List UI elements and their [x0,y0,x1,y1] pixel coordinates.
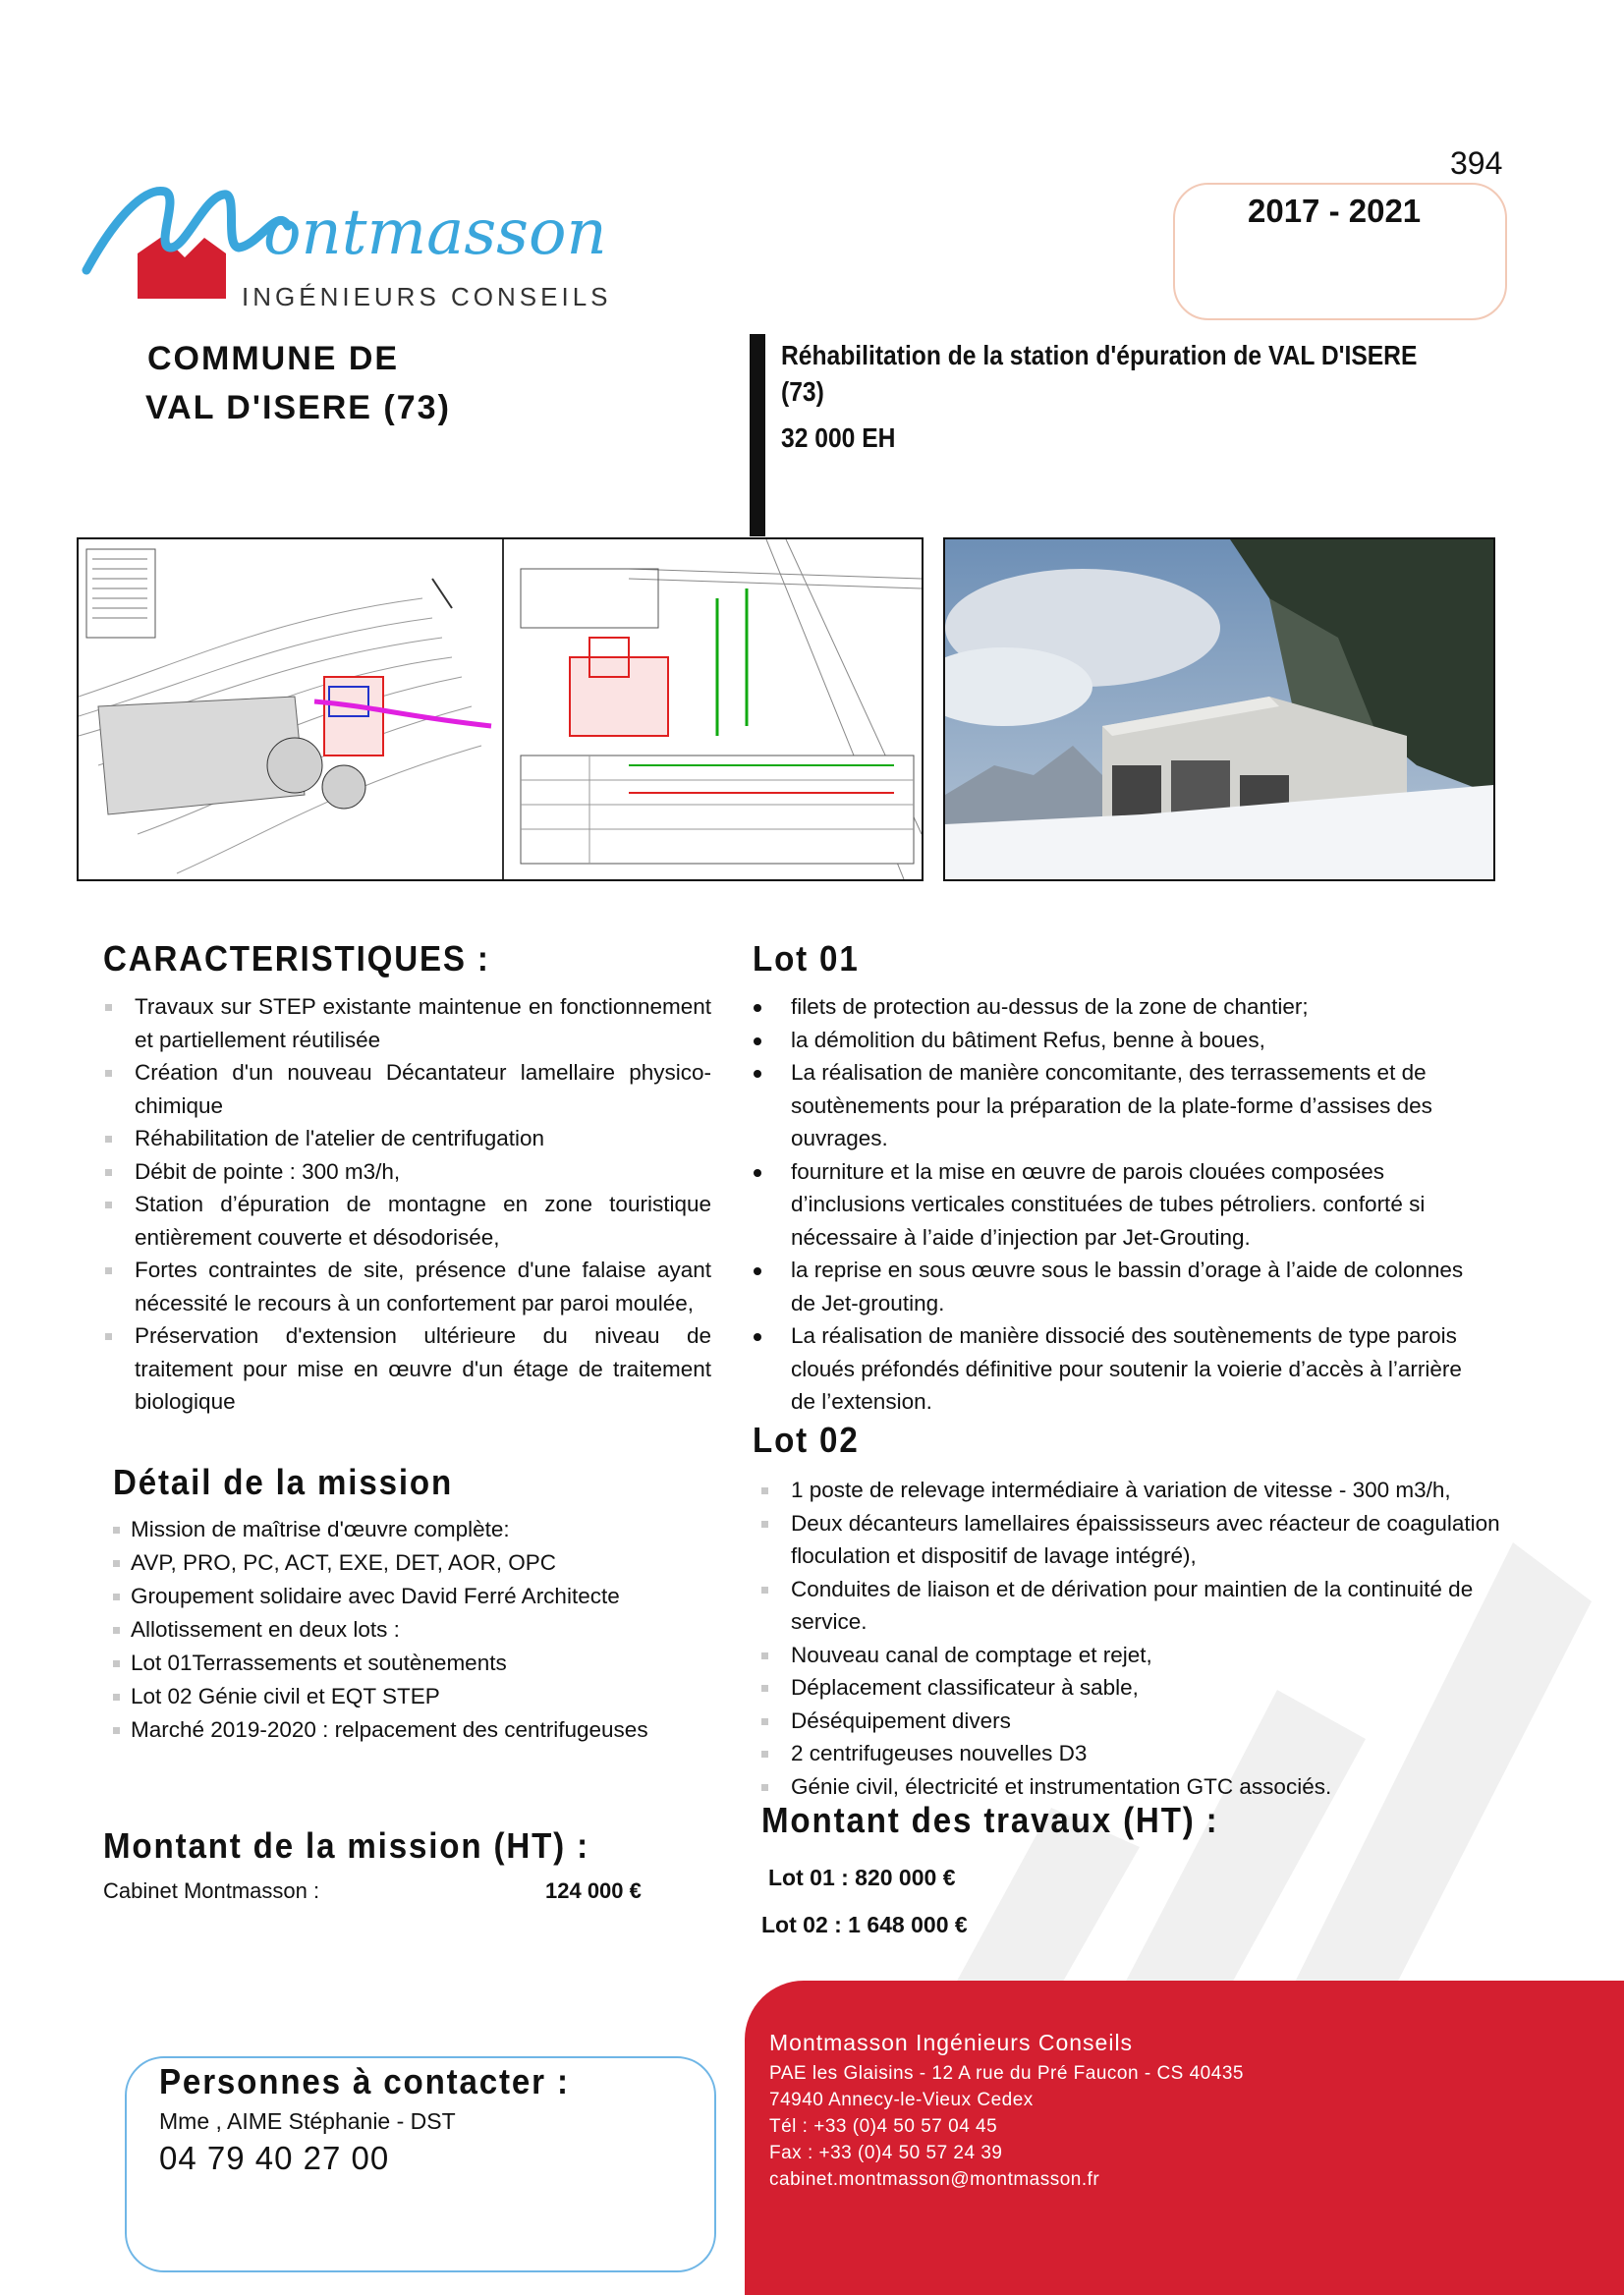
caracteristiques-heading: CARACTERISTIQUES : [103,938,490,979]
list-item: Mission de maîtrise d'œuvre complète: [131,1513,720,1546]
list-item: La réalisation de manière dissocié des soutènements de type parois cloués préfondés définitive pour soutenir la voierie d’accès à l’arrière de l’extension. [791,1319,1488,1419]
project-years: 2017 - 2021 [1248,193,1422,229]
footer-address-2: 74940 Annecy-le-Vieux Cedex [769,2090,1034,2110]
footer-email-link[interactable]: cabinet.montmasson@montmasson.fr [769,2169,1100,2190]
list-item: Déséquipement divers [791,1705,1523,1738]
list-item: Création d'un nouveau Décantateur lamellaire physico-chimique [135,1056,711,1122]
list-item: Allotissement en deux lots : [131,1613,720,1647]
list-item: 2 centrifugeuses nouvelles D3 [791,1737,1523,1770]
footer-panel [745,1981,1624,2295]
detail-heading: Détail de la mission [113,1462,454,1502]
list-item: Génie civil, électricité et instrumentation GTC associés. [791,1770,1523,1804]
lot02-list [791,1474,1523,1803]
list-item: Station d’épuration de montagne en zone touristique entièrement couverte et désodorisée, [135,1188,711,1254]
montant-mission-heading: Montant de la mission (HT) : [103,1825,589,1866]
list-item: La réalisation de manière concomitante, des terrassements et de soutènements pour la préparation de la plate-forme d’assises des ouvrages. [791,1056,1488,1155]
list-item: Groupement solidaire avec David Ferré Architecte [131,1580,720,1613]
list-item: Préservation d'extension ultérieure du niveau de traitement pour mise en œuvre d'un étage de traitement biologique [135,1319,711,1419]
project-title: Réhabilitation de la station d'épuration de VAL D'ISERE (73) [781,340,1418,407]
lot01-list [791,990,1488,1419]
mission-fee-label: Cabinet Montmasson : [103,1878,320,1903]
lot02-heading: Lot 02 [753,1420,860,1460]
contact-heading: Personnes à contacter : [159,2061,570,2101]
list-item: Conduites de liaison et de dérivation pour maintien de la continuité de service. [791,1573,1523,1639]
list-item: Fortes contraintes de site, présence d'une falaise ayant nécessité le recours à un confortement par paroi moulée, [135,1254,711,1319]
list-item: Réhabilitation de l'atelier de centrifugation [135,1122,711,1155]
site-plan-image [77,537,924,881]
lot01-heading: Lot 01 [753,938,860,979]
list-item: Travaux sur STEP existante maintenue en fonctionnement et partiellement réutilisée [135,990,711,1056]
list-item-continuation: AVP, PRO, PC, ACT, EXE, DET, AOR, OPC [131,1546,720,1580]
caracteristiques-list [135,990,711,1419]
footer-fax: Fax : +33 (0)4 50 57 24 39 [769,2143,1003,2163]
lot01-amount: Lot 01 : 820 000 € [768,1865,956,1890]
list-item: Déplacement classificateur à sable, [791,1671,1523,1705]
list-item: Marché 2019-2020 : relpacement des centrifugeuses [131,1713,720,1747]
page-number: 394 [1450,145,1503,181]
list-item: Débit de pointe : 300 m3/h, [135,1155,711,1189]
footer-tel[interactable]: Tél : +33 (0)4 50 57 04 45 [769,2116,998,2137]
station-photo [943,537,1495,881]
list-item: Nouveau canal de comptage et rejet, [791,1639,1523,1672]
list-item: fourniture et la mise en œuvre de parois clouées composées d’inclusions verticales constituées de tubes pétroliers. conforté si nécessaire à l’aide d’injection par Jet-Grouting. [791,1155,1488,1255]
lot02-amount: Lot 02 : 1 648 000 € [761,1912,968,1937]
contact-phone[interactable]: 04 79 40 27 00 [159,2140,390,2176]
list-item: Deux décanteurs lamellaires épaississeurs avec réacteur de coagulation floculation et dispositif de lavage intégré), [791,1507,1523,1573]
mission-fee-value: 124 000 € [545,1878,642,1903]
client-line-2: VAL D'ISERE (73) [145,389,451,426]
list-item: la démolition du bâtiment Refus, benne à boues, [791,1024,1488,1057]
montant-travaux-heading: Montant des travaux (HT) : [761,1800,1219,1840]
footer-address-1: PAE les Glaisins - 12 A rue du Pré Faucon - CS 40435 [769,2063,1244,2084]
list-item: 1 poste de relevage intermédiaire à variation de vitesse - 300 m3/h, [791,1474,1523,1507]
list-item: Lot 02 Génie civil et EQT STEP [131,1680,720,1713]
list-item: la reprise en sous œuvre sous le bassin d’orage à l’aide de colonnes de Jet-grouting. [791,1254,1488,1319]
logo-tagline: INGÉNIEURS CONSEILS [242,282,612,311]
list-item: filets de protection au-dessus de la zone de chantier; [791,990,1488,1024]
logo-wordmark: ontmasson [263,196,607,269]
detail-list [131,1513,720,1747]
footer-company: Montmasson Ingénieurs Conseils [769,2030,1134,2055]
client-line-1: COMMUNE DE [147,340,400,377]
divider-bar [750,334,765,536]
contact-name: Mme , AIME Stéphanie - DST [159,2108,456,2134]
project-capacity: 32 000 EH [781,422,896,453]
list-item: Lot 01Terrassements et soutènements [131,1647,720,1680]
